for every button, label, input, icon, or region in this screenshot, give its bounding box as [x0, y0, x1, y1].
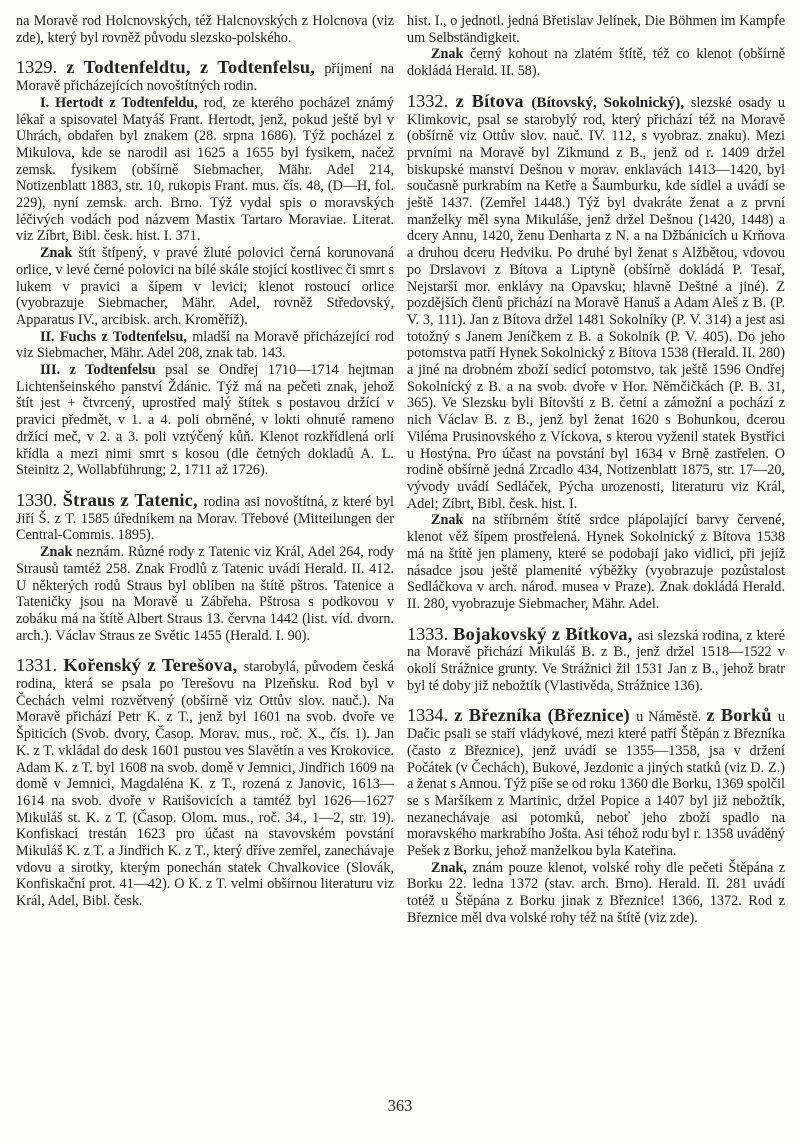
- entry-number: 1330.: [16, 489, 63, 510]
- body-text: starobylá, původem česká rodina, která se psala po Terešovu na Plzeňsku. Rod byl v Čechách velmi rozvětvený (obšírně viz Ottův slov. nauč.). Na Moravě přichází Petr K. z T., jenž byl 1601 na svob. dvoře ve Špiticích (Svob. dvory, Časop. Morav. mus., roč. X., čís. 1). Jan K. z T. vkládal do desk 1601 pustou ves Slavětín a ves Krokovice. Adam K. z T. byl 1608 na svob. domě v Jemnici, Jindřich 1609 na domě v Jemnici, Magdaléna K. z T., rozená z Janovic, 1613—1614 na svob. dvoře v Ratišovicích a tamtéž byl 1626—1627 Mikuláš st. K. z T. (Časop. Olom. mus., roč. 34., 1—2, str. 19). Konfiskací trestán 1623 pro účast na stavovském povstání Mikuláš K. z T. a Jindřich K. z T., který dříve zemřel, zanechávaje vdovu a sirotky, kterým ponechán statek Chvalkovice (Slovák, Konfiskační prot. 41—42). O K. z T. velmi obšírnou literaturu viz Král, Adel, Bibl. česk.: [16, 659, 394, 910]
- paragraph: [407, 13, 785, 46]
- text-column-right: [407, 13, 785, 927]
- paragraph: [16, 362, 394, 479]
- body-text: na Moravě rod Holcnovských, též Halcnovských z Holcnova (viz zde), který byl rovněž původu slezsko-polského.: [16, 13, 394, 46]
- paragraph: [407, 860, 785, 927]
- paragraph: [16, 544, 394, 644]
- entry-number: 1332.: [407, 90, 456, 111]
- body-text: štít štípený, v pravé žluté polovici černá korunovaná orlice, v levé černé polovici na bílé skále stojící kostlivec či smrt s lukem v pravici a šípem v levici; klenot rostoucí orlice (vyobrazuje Siebmacher, Mähr. Adel, rovněž Středovský, Apparatus IV., arcibisk. arch. Kroměříž).: [16, 245, 394, 328]
- paragraph: [407, 512, 785, 612]
- body-text: psal se Ondřej 1710—1714 hejtman Lichtenšeinského panství Ždánic. Týž má na pečeti znak, jehož štít jest + čtvrcený, uprostřed malý štítek s postavou držící v pravici předmět, v 1. a 4. poli obrněné, v lokti ohnuté rameno držící meč, v 2. a 3. poli vztýčený kůň. Klenot rozkřídlená orlí křídla a mezi nimi smrt s kosou (dle četných dokladů A. L. Steinitz 2, Wollabführung; 2, 1711 až 1726).: [16, 362, 394, 479]
- body-text: na stříbrném štítě srdce plápolající barvy červené, klenot věž šípem prostřelená. Hynek Sokolnický z Bítova 1538 má na štítě jen plameny, které se podobají jako vidlici, při jejíž násadce jsou ještě plamenité výběžky (vyobrazuje pozůstalost Sedláčkova v arch. národ. musea v Praze). Znak dokládá Herald. II. 280, vyobrazuje Siebmacher, Mähr. Adel.: [407, 512, 785, 612]
- body-text: mladší na Moravě přicházející rod viz Siebmacher, Mähr. Adel 208, znak tab. 143.: [16, 328, 395, 362]
- paragraph: [16, 245, 394, 329]
- entry-heading: [16, 657, 394, 910]
- entry-heading: [407, 623, 785, 695]
- bold-lead-word: Znak: [431, 512, 472, 529]
- bold-lead-word: Znak,: [431, 859, 473, 876]
- entry-subtitle: (Bítovský, Sokolnický),: [531, 93, 691, 111]
- two-column-layout: [16, 13, 786, 927]
- entry-number: 1331.: [16, 655, 64, 676]
- body-text: u Náměstě.: [636, 709, 707, 726]
- body-text: slezské osady u Klimkovic, psal se starobylý rod, který přichází též na Moravě (obšírně viz Ottův slov. nauč. IV. 112, s vyobraz. znaku). Mezi prvními na Moravě byl Zikmund z B., jenž od r. 1409 držel biskupské manství Dešnou v morav. enklavách 1413—1420, byl současně purkrabím na Ketře a Šaumburku, kde sídlel a uvádí se ještě 1437. (Zemřel 1448.) Týž byl dvakráte ženat a z první manželky měl syna Mikuláše, jenž držel Dešnou (1420, 1448) a dcery Annu, 1420, ženu Denharta z N. a na Džbánicích u Krňova a druhou dceru Hedviku. Po druhé byl ženat s Alžbětou, vdovou po Drslavovi z Bítova a Liptyně (obšírně dokládá P. Tesař, Nejstarší mor. enklávy na Opavsku; hlavně Deštné a jiné). Z pozdějších členů přichází na Moravě Hanuš a Adam Aleš z B. (P. V. 3, 111). Jan z Bítova držel 1481 Sokolníky (P. V. 314) a jest asi totožný s Janem Jeníčkem z B. a Sokolník (P. V. 405). Do jeho potomstva patří Hynek Sokolnický z Bítova 1538 (Herald. II. 280) a jiné na drobném zboží sedící potomstvo, tak ještě 1596 Ondřej Sokolnický z B. a na svob. dvoře v Hor. Němčičkách (P. B. 31, 365). Ve Slezsku byli Bítovští z B. četní a zámožní a pochází z nich Václav B. z B., jenž byl ženat 1620 s Bohunkou, dcerou Viléma Prusinovského z Víckova, s kterou vyženil statek Bystřici u Hostýna. Pro účast na povstání byl 1634 v Brně zastřelen. O rodině obšírně jedná Zrcadlo 434, Notizenblatt 1875, str. 17—20, vývody uvádí Sedláček, Pýcha urozenosti, literaturu viz Král, Adel; Zíbrt, Bibl. česk. hist. I.: [407, 94, 785, 512]
- body-text: neznám. Různé rody z Tatenic viz Král, Adel 264, rody Strausů tamtéž 258. Znak Frodlů z Tatenic uvádí Herald. II. 412. U některých rodů Straus byl oblíben na štítě pštros. Tatenice a Tateničky jsou na Moravě u Zábřeha. Pštrosa s podkovou v zobáku má na štítě Albert Straus 13. června 1442 (list. víd. dvorn. arch.). Václav Straus ze Světic 1455 (Herald. I. 90).: [16, 544, 394, 644]
- paragraph: [16, 329, 394, 362]
- body-text: hist. I., o jednotl. jedná Břetislav Jelínek, Die Böhmen im Kampfe um Selbständigkeit.: [407, 13, 785, 46]
- entry-number: 1334.: [407, 705, 455, 726]
- body-text: černý kohout na zlatém štítě, též co klenot (obšírně dokládá Herald. II. 58).: [407, 46, 785, 80]
- bold-lead-word: Znak: [40, 245, 79, 262]
- paragraph: [16, 13, 394, 46]
- paragraph: [16, 95, 394, 245]
- bold-lead-word: III. z Todtenfelsu: [40, 362, 166, 379]
- body-text: rod, ze kterého pocházel známý lékař a spisovatel Matyáš Frant. Hertodt, jenž, pokud ještě byl v Uhrách, obdařen byl znakem (28. srpna 1686). Týž pocházel z Mikulova, kde se narodil asi 1625 a 1655 byl fysikem, načež zemsk. fysikem (obšírně Siebmacher, Mähr. Adel 214, Notizenblatt 1883, str. 10, rukopis Frant. mus. čís. 48, (D—H, fol. 229), nyní zemsk. arch. Brno. Týž vydal spis o moravských léčivých vodách pod názvem Mastix Tartaro Moraviae. Literat. viz Zíbrt, Bibl. česk. hist. I. 371.: [16, 94, 394, 245]
- entry-number: 1329.: [16, 57, 67, 78]
- entry-title: Bojakovský z Bítkova,: [453, 623, 638, 644]
- bold-lead-word: Znak: [40, 544, 77, 561]
- text-column-left: [16, 13, 394, 927]
- entry-title: z Todtenfeldtu, z Todtenfelsu,: [66, 57, 325, 78]
- entry-title: z Bítova: [455, 90, 532, 111]
- entry-title: z Borků: [706, 705, 778, 726]
- entry-title: Kořenský z Terešova,: [63, 655, 244, 676]
- entry-heading: [407, 90, 785, 513]
- entry-heading: [407, 707, 785, 859]
- page-number: 363: [387, 1096, 413, 1115]
- paragraph: [407, 46, 785, 79]
- body-text: asi slezská rodina, z které na Moravě přichází Mikuláš B. z B., jenž držel 1518—1522 v okolí Strážnice grunty. Ve Strážnici žil 1531 Jan z B., jehož bratr byl té doby již nebožtík (Vlastivěda, Strážnice 136).: [407, 627, 785, 694]
- entry-number: 1333.: [407, 623, 454, 644]
- bold-lead-word: II. Fuchs z Todtenfelsu,: [40, 328, 193, 345]
- bold-lead-word: Znak: [431, 46, 471, 63]
- body-text: u Dačic psali se staří vládykové, mezi které patří Štěpán z Březníka (často z Březnice), jenž uvádí se 1355—1358, jsa v držení Počátek (v Čechách), Bukové, Jezdonic a jiných statků (viz D. Z.) a ženat s Annou. Týž píše se od roku 1360 dle Borku, 1369 spolčil se s Maršíkem z Martinic, držel Popice a 1407 byl již nebožtík, nezanechávaje asi potomků, neboť jeho zboží spadlo na moravského markrabího Jošta. Asi téhož rodu byl r. 1358 uváděný Pešek z Borku, jehož manželkou byla Kateřina.: [407, 709, 786, 860]
- entry-heading: [16, 489, 394, 544]
- entry-heading: [16, 59, 394, 94]
- bold-lead-word: I. Hertodt z Todtenfeldu,: [40, 94, 204, 111]
- body-text: příjmení na Moravě přicházejících novoštítných rodin.: [16, 61, 395, 95]
- entry-title: Štraus z Tatenic,: [62, 489, 204, 510]
- body-text: znám pouze klenot, volské rohy dle pečeti Štěpána z Borku 22. ledna 1372 (stav. arch. Brno). Herald. II. 281 uvádí totéž u Štěpána z Borku jinak z Březnice! 1366, 1372. Rod z Březnice měl dva volské rohy též na štítě (viz zde).: [407, 859, 785, 926]
- entry-title: z Březníka (Březnice): [454, 705, 637, 726]
- body-text: rodina asi novoštítná, z které byl Jiří Š. z T. 1585 úředníkem na Morav. Třebové (Mitteilungen der Central-Commis. 1895).: [16, 493, 394, 544]
